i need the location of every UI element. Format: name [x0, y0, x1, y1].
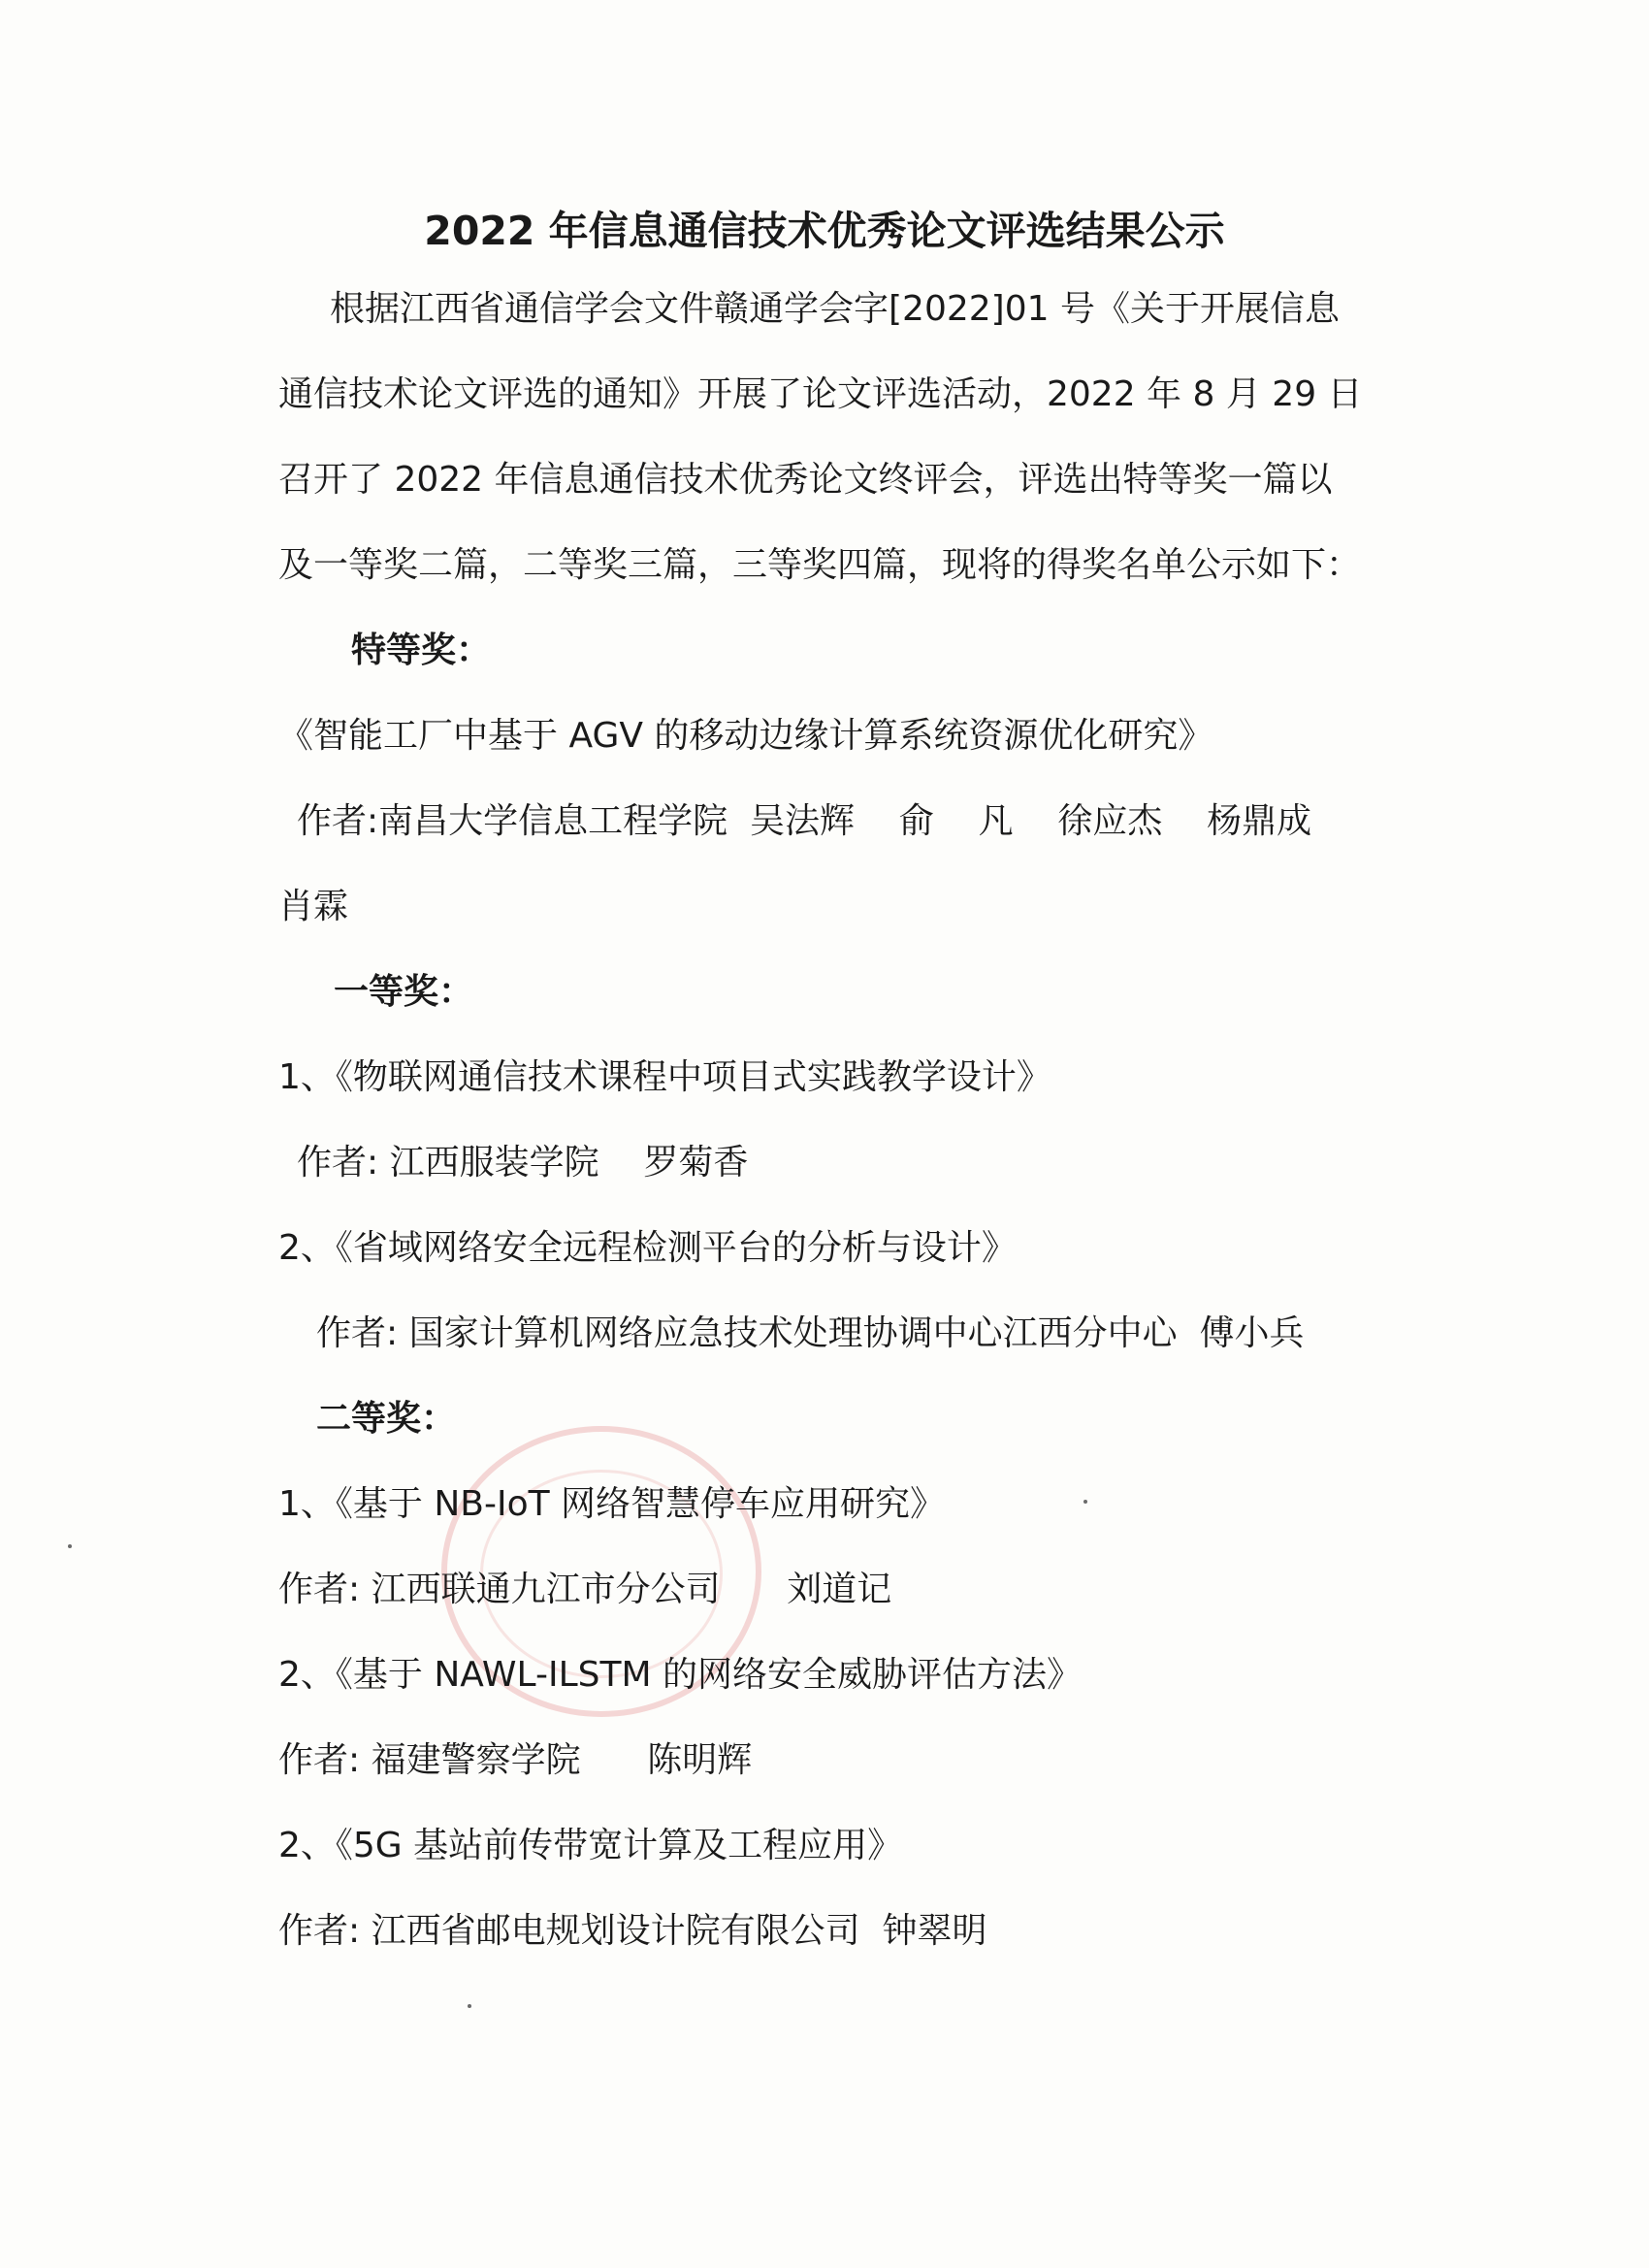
second-award-heading: 二等奖：	[316, 1399, 457, 1439]
first-award-authors-2: 作者: 国家计算机网络应急技术处理协调中心江西分中心 傅小兵	[316, 1313, 1305, 1353]
scan-speck	[68, 1544, 72, 1548]
special-award-authors-continued: 肖霖	[278, 887, 349, 926]
second-award-paper-2: 2、《基于 NAWL-ILSTM 的网络安全威胁评估方法》	[278, 1655, 1082, 1695]
second-award-authors-2: 作者: 福建警察学院 陈明辉	[278, 1740, 753, 1780]
special-award-heading: 特等奖：	[351, 631, 492, 670]
intro-line-2: 通信技术论文评选的通知》开展了论文评选活动，2022 年 8 月 29 日	[278, 374, 1363, 414]
second-award-paper-1: 1、《基于 NB-IoT 网络智慧停车应用研究》	[278, 1484, 946, 1524]
first-award-heading: 一等奖：	[334, 972, 474, 1012]
intro-line-4: 及一等奖二篇，二等奖三篇，三等奖四篇，现将的得奖名单公示如下：	[278, 545, 1362, 585]
scan-speck	[1083, 1500, 1087, 1504]
intro-line-1: 根据江西省通信学会文件赣通学会字[2022]01 号《关于开展信息	[330, 289, 1340, 329]
first-award-paper-2: 2、《省域网络安全远程检测平台的分析与设计》	[278, 1228, 1017, 1268]
first-award-paper-1: 1、《物联网通信技术课程中项目式实践教学设计》	[278, 1057, 1051, 1097]
second-award-authors-1: 作者: 江西联通九江市分公司 刘道记	[278, 1570, 892, 1609]
second-award-authors-3: 作者: 江西省邮电规划设计院有限公司 钟翠明	[278, 1911, 987, 1951]
document-title: 2022 年信息通信技术优秀论文评选结果公示	[424, 208, 1225, 254]
scan-speck	[468, 2004, 471, 2008]
first-award-authors-1: 作者: 江西服装学院 罗菊香	[297, 1143, 749, 1183]
special-award-authors: 作者:南昌大学信息工程学院 吴法辉 俞 凡 徐应杰 杨鼎成	[297, 801, 1312, 841]
second-award-paper-3: 2、《5G 基站前传带宽计算及工程应用》	[278, 1826, 903, 1865]
intro-line-3: 召开了 2022 年信息通信技术优秀论文终评会，评选出特等奖一篇以	[278, 460, 1333, 500]
special-award-paper: 《智能工厂中基于 AGV 的移动边缘计算系统资源优化研究》	[278, 716, 1213, 756]
